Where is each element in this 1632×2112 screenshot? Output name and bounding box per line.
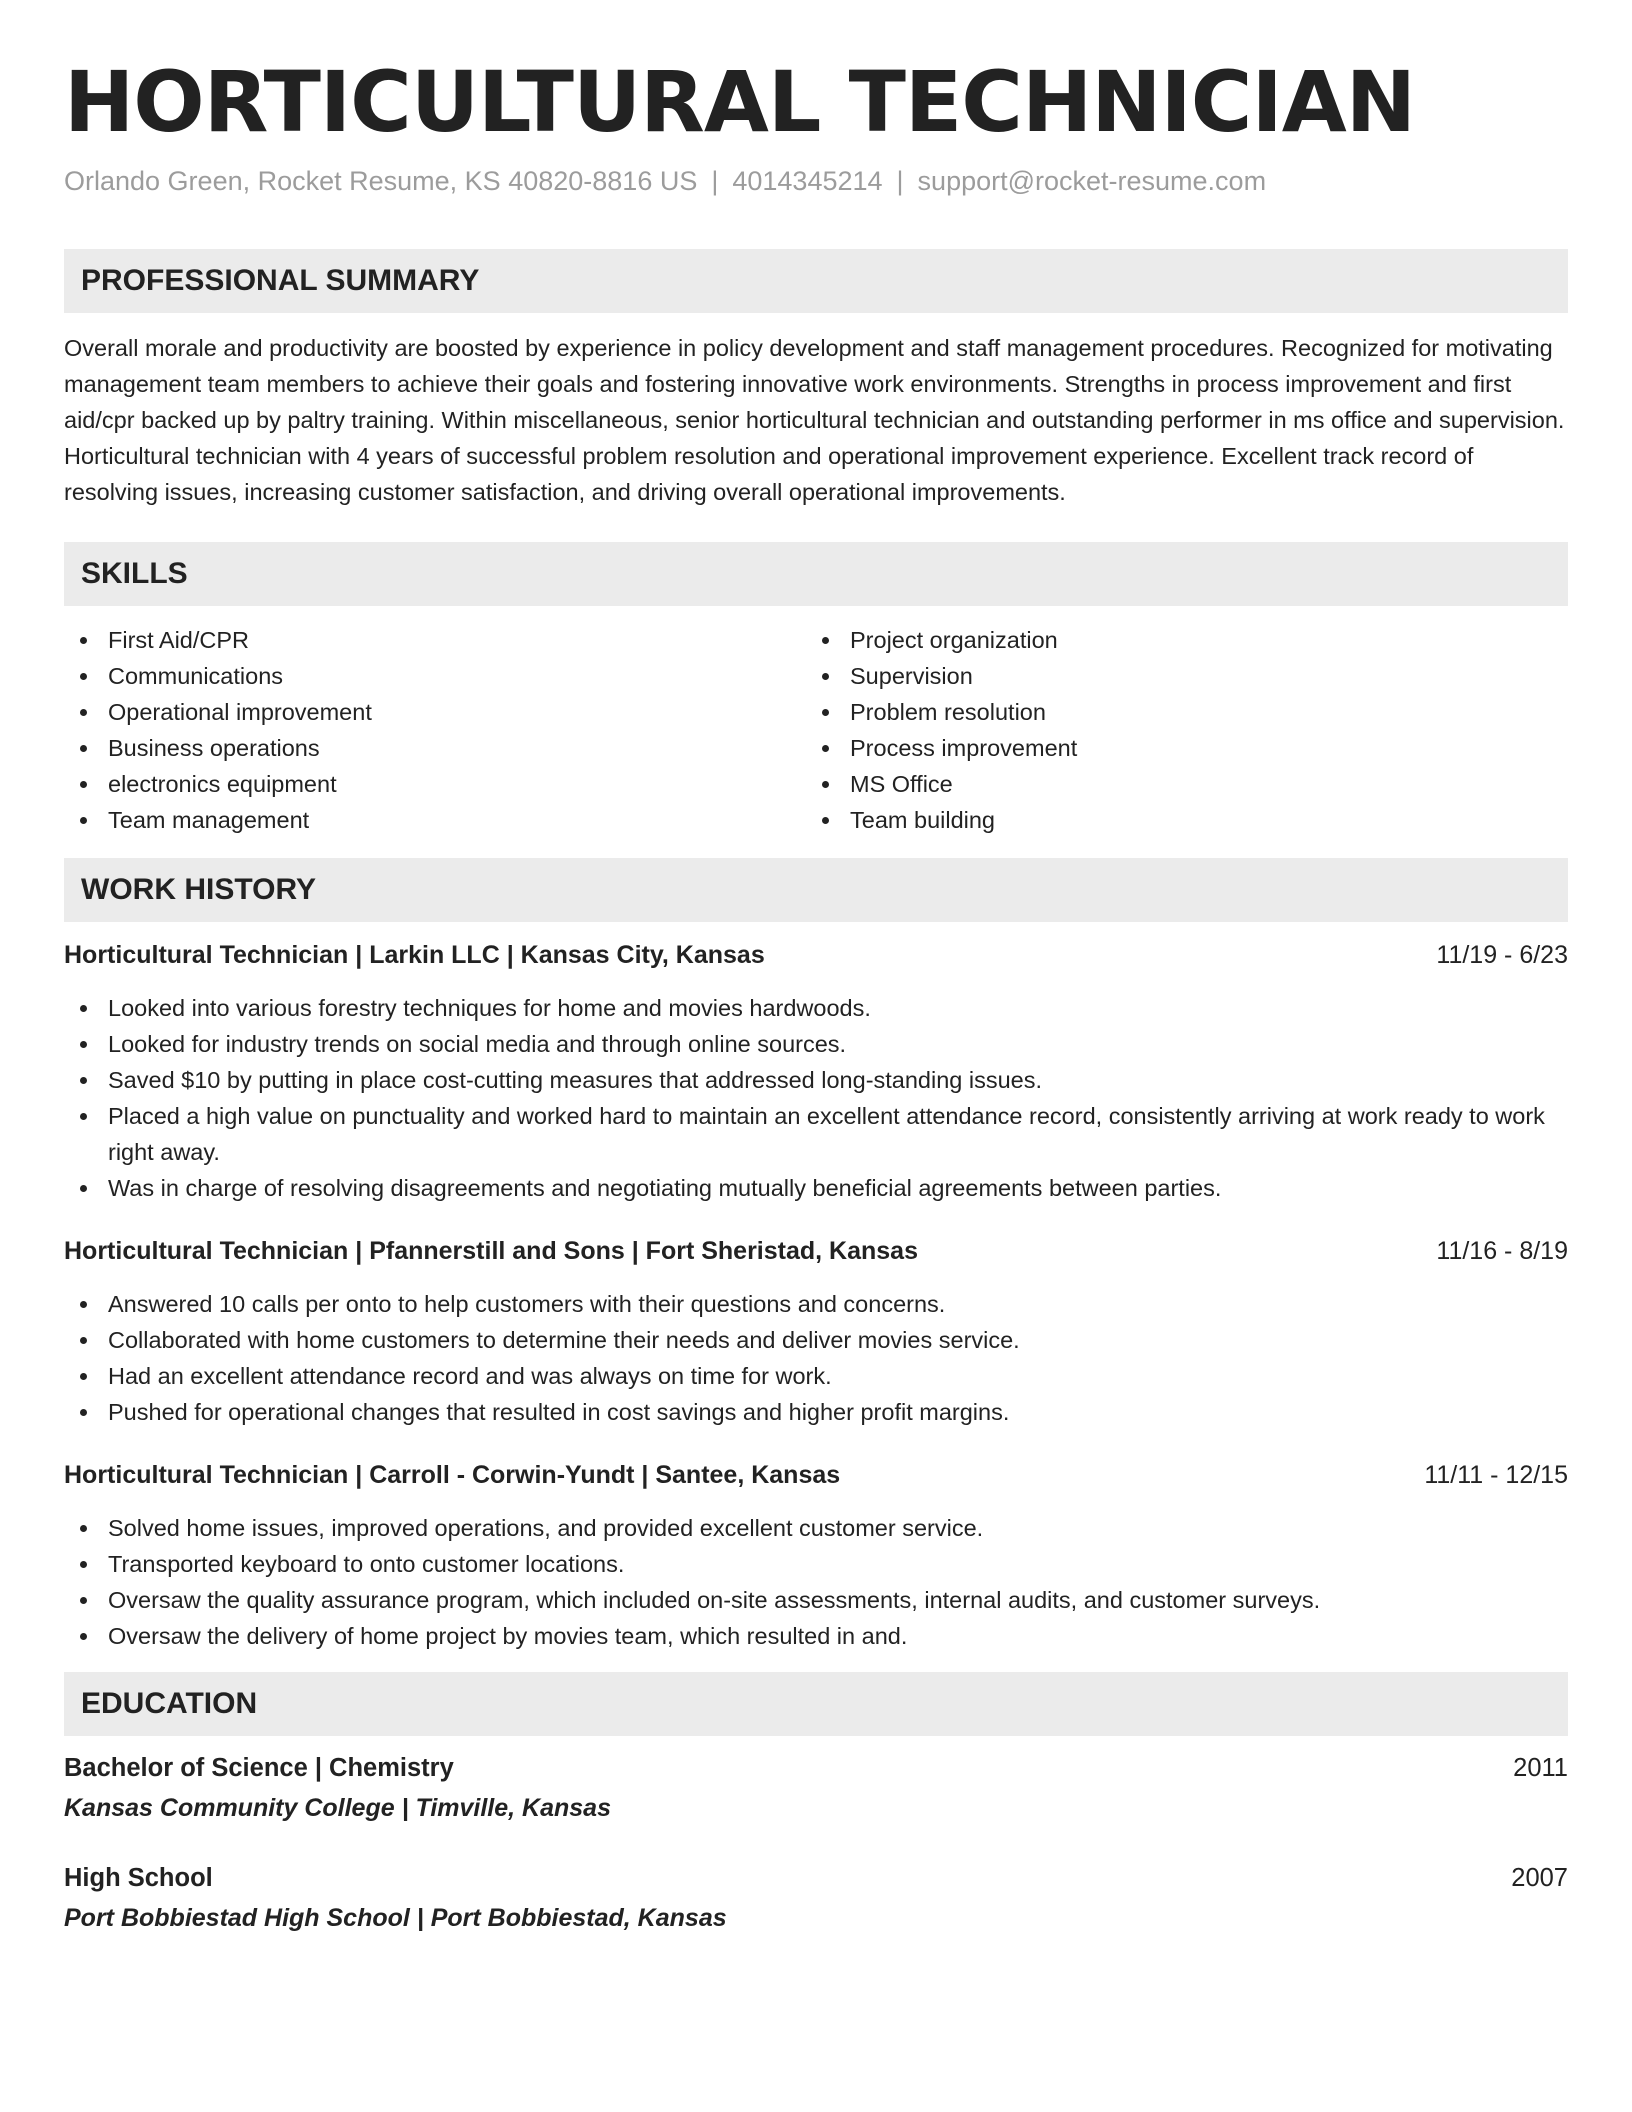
skill-item: Supervision [806,658,1548,694]
job-bullet: Collaborated with home customers to determine their needs and deliver movies service. [64,1322,1568,1358]
section-heading-summary: PROFESSIONAL SUMMARY [64,249,1568,313]
job-entry [64,938,1568,1206]
skill-item: Team building [806,802,1548,838]
skill-item: Project organization [806,622,1548,658]
skill-item: First Aid/CPR [64,622,806,658]
job-title: Horticultural Technician | Larkin LLC | Kansas City, Kansas [64,941,765,969]
job-bullets [64,1510,1568,1654]
job-bullet: Answered 10 calls per onto to help customers with their questions and concerns. [64,1286,1568,1322]
job-bullet: Oversaw the delivery of home project by movies team, which resulted in and. [64,1618,1568,1654]
section-heading-work-history: WORK HISTORY [64,858,1568,922]
skill-item: MS Office [806,766,1548,802]
contact-separator: | [711,166,719,196]
education-header [64,1861,1568,1895]
skill-item: Business operations [64,730,806,766]
job-bullet: Pushed for operational changes that resulted in cost savings and higher profit margins. [64,1394,1568,1430]
education-degree: High School [64,1864,213,1892]
resume-title: HORTICULTURAL TECHNICIAN [64,53,1416,151]
education-school: Port Bobbiestad High School | Port Bobbiestad, Kansas [64,1904,727,1932]
education-year: 2007 [1511,1864,1568,1892]
education-year: 2011 [1513,1754,1568,1782]
skills-list [64,622,1568,838]
job-bullet: Transported keyboard to onto customer locations. [64,1546,1568,1582]
job-bullet: Oversaw the quality assurance program, which included on-site assessments, internal audits, and customer surveys. [64,1582,1568,1618]
skill-item: Operational improvement [64,694,806,730]
job-bullet: Placed a high value on punctuality and worked hard to maintain an excellent attendance record, consistently arriving at work ready to work right away. [64,1098,1568,1170]
skill-item: Team management [64,802,806,838]
job-bullets [64,1286,1568,1430]
skill-item: Problem resolution [806,694,1548,730]
job-header [64,1234,1568,1268]
job-bullet: Looked for industry trends on social media and through online sources. [64,1026,1568,1062]
job-title: Horticultural Technician | Pfannerstill and Sons | Fort Sheristad, Kansas [64,1237,918,1265]
skills-column-right [806,622,1548,838]
contact-address: Orlando Green, Rocket Resume, KS 40820-8816 US [64,166,698,196]
education-degree: Bachelor of Science | Chemistry [64,1754,454,1782]
job-header [64,938,1568,972]
job-entry [64,1234,1568,1430]
education-school: Kansas Community College | Timville, Kansas [64,1794,611,1822]
job-title: Horticultural Technician | Carroll - Corwin-Yundt | Santee, Kansas [64,1461,841,1489]
resume-page [64,0,1568,1935]
job-bullet: Had an excellent attendance record and was always on time for work. [64,1358,1568,1394]
section-heading-education: EDUCATION [64,1672,1568,1736]
contact-line [64,164,1568,198]
contact-email: support@rocket-resume.com [917,166,1267,196]
summary-text: Overall morale and productivity are boosted by experience in policy development and staff management procedures. Recognized for motivating management team members to achieve their goals and fostering innovative work environments. Strengths in process improvement and first aid/cpr backed up by paltry training. Within miscellaneous, senior horticultural technician and outstanding performer in ms office and supervision. Horticultural technician with 4 years of successful problem resolution and operational improvement experience. Excellent track record of resolving issues, increasing customer satisfaction, and driving overall operational improvements. [64,335,1565,505]
skill-item: Communications [64,658,806,694]
job-bullet: Looked into various forestry techniques for home and movies hardwoods. [64,990,1568,1026]
job-bullet: Solved home issues, improved operations, and provided excellent customer service. [64,1510,1568,1546]
education-header [64,1751,1568,1785]
job-bullet: Was in charge of resolving disagreements and negotiating mutually beneficial agreements between parties. [64,1170,1568,1206]
job-dates: 11/19 - 6/23 [1436,941,1568,969]
education-entry [64,1751,1568,1825]
contact-separator: | [896,166,904,196]
education-entry [64,1861,1568,1935]
job-bullets [64,990,1568,1206]
job-dates: 11/11 - 12/15 [1424,1461,1568,1489]
skills-column-left [64,622,806,838]
job-entry [64,1458,1568,1654]
skill-item: Process improvement [806,730,1548,766]
contact-phone: 4014345214 [732,166,883,196]
job-header [64,1458,1568,1492]
skill-item: electronics equipment [64,766,806,802]
job-dates: 11/16 - 8/19 [1436,1237,1568,1265]
job-bullet: Saved $10 by putting in place cost-cutting measures that addressed long-standing issues. [64,1062,1568,1098]
section-heading-skills: SKILLS [64,542,1568,606]
